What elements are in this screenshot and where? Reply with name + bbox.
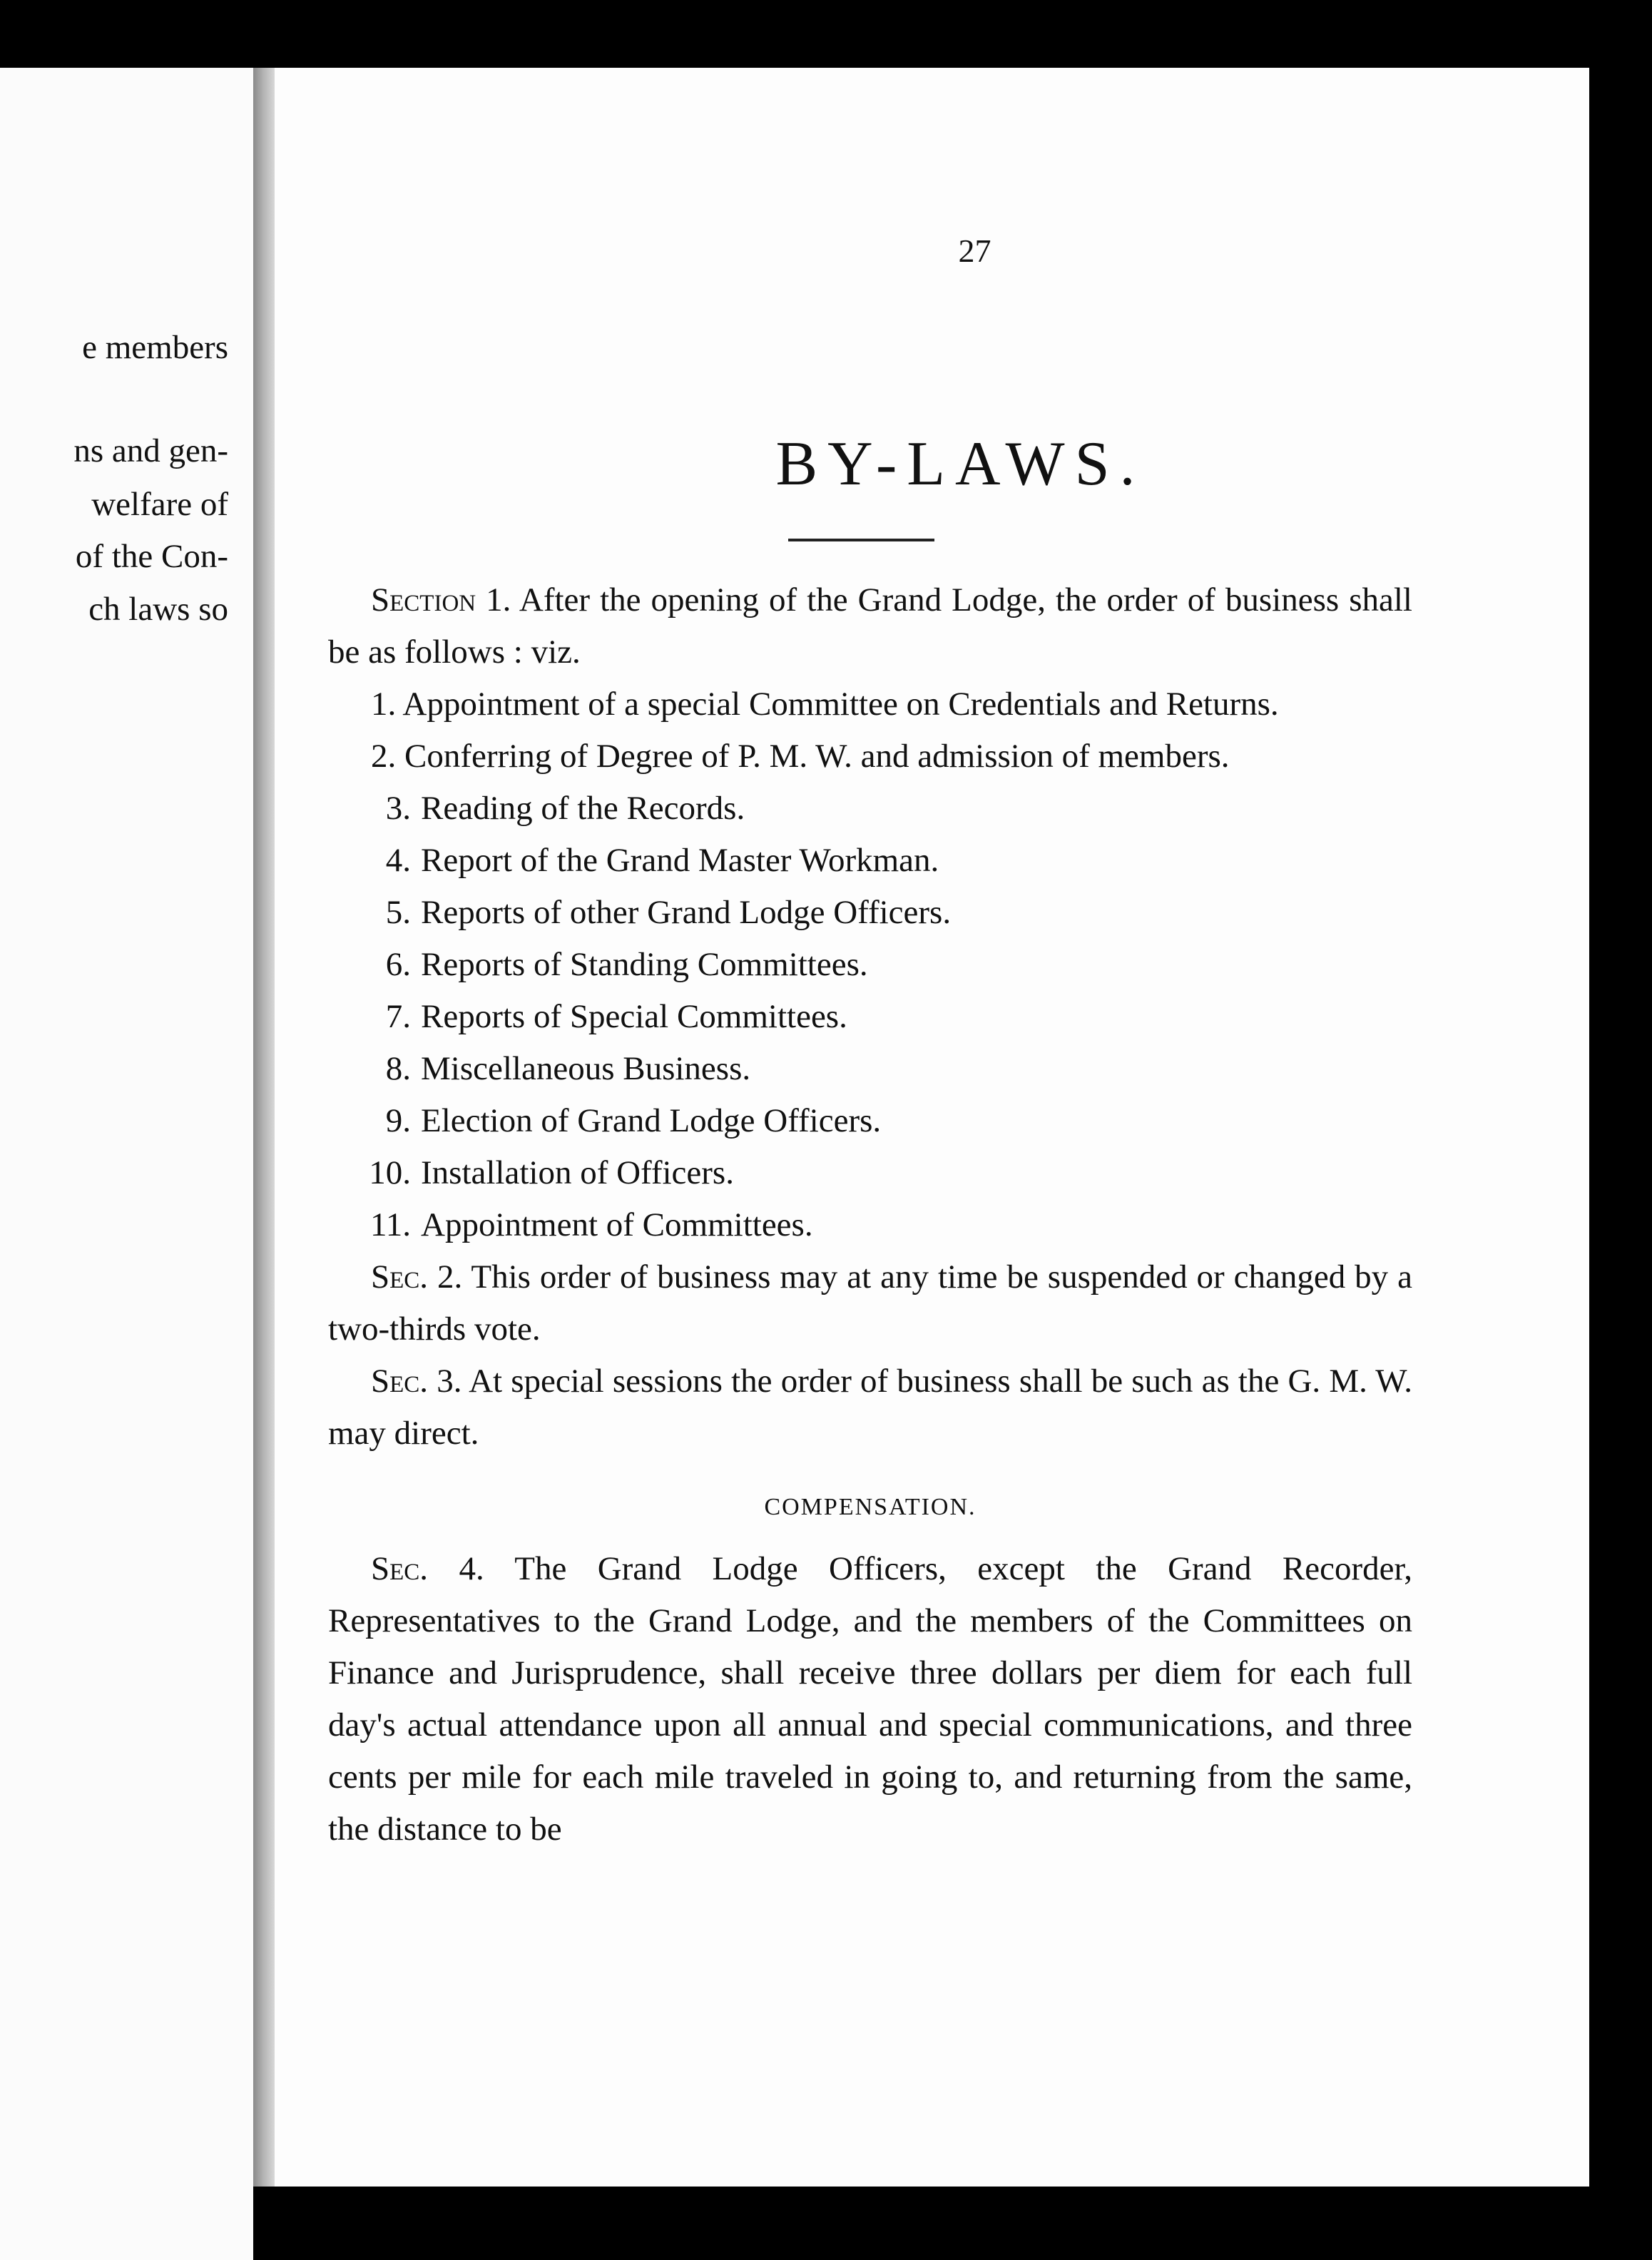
list-item-text: Conferring of Degree of P. M. W. and admission of members.	[404, 738, 1230, 775]
list-item	[328, 887, 1412, 939]
left-page-line: ch laws so	[88, 591, 228, 628]
section-4-label: Sec. 4.	[371, 1550, 484, 1587]
business-order-list	[328, 678, 1412, 1251]
list-item-number: 7.	[385, 998, 411, 1035]
compensation-heading: COMPENSATION.	[764, 1494, 977, 1520]
section-1-text: After the opening of the Grand Lodge, the order of business shall be as follows : viz.	[328, 581, 1412, 671]
section-4	[328, 1543, 1412, 1856]
page-title: BY-LAWS.	[775, 429, 1146, 499]
list-item-number: 8.	[385, 1050, 411, 1087]
list-item-number: 5.	[385, 894, 411, 931]
section-1-label: Section 1.	[371, 581, 511, 619]
section-3-text: At special sessions the order of business shall be such as the G. M. W. may direct.	[328, 1363, 1412, 1452]
list-item-number: 1.	[371, 686, 397, 723]
left-page-line: ns and gen-	[73, 432, 228, 469]
bylaws-body	[328, 574, 1412, 1856]
list-item	[328, 731, 1412, 783]
list-item-number: 4.	[385, 842, 411, 879]
list-item-text: Reading of the Records.	[421, 790, 745, 827]
list-item-number: 3.	[385, 790, 411, 827]
left-page-line: welfare of	[91, 486, 228, 523]
list-item	[328, 1199, 1412, 1251]
section-2	[328, 1251, 1412, 1355]
list-item-text: Appointment of Committees.	[421, 1206, 813, 1243]
list-item-number: 2.	[371, 738, 397, 775]
section-4-text: The Grand Lodge Officers, except the Grand Recorder, Representatives to the Grand Lodge, and the members of the Committees on Finance and Jurisprudence, shall receive three dollars per diem for each full day's actual attendance upon all annual and special communications, and three cents per mile for each mile traveled in going to, and returning from the same, the distance to be	[328, 1550, 1413, 1848]
list-item	[328, 678, 1412, 731]
list-item-body	[328, 731, 1230, 783]
list-item	[328, 835, 1412, 887]
list-item	[328, 783, 1412, 835]
book-gutter	[253, 68, 275, 2187]
list-item	[328, 1095, 1412, 1147]
list-item-text: Appointment of a special Committee on Credentials and Returns.	[402, 686, 1279, 723]
section-3	[328, 1355, 1412, 1460]
list-item-text: Installation of Officers.	[421, 1154, 734, 1191]
list-item-text: Reports of Special Committees.	[421, 998, 847, 1035]
section-1	[328, 574, 1412, 678]
list-item-number: 10.	[369, 1154, 411, 1191]
left-facing-page	[0, 68, 253, 2260]
list-item-text: Report of the Grand Master Workman.	[421, 842, 939, 879]
list-item-text: Election of Grand Lodge Officers.	[421, 1102, 882, 1139]
list-item-text: Miscellaneous Business.	[421, 1050, 751, 1087]
list-item-text: Reports of Standing Committees.	[421, 946, 868, 983]
section-2-text: This order of business may at any time be suspended or changed by a two-thirds vote.	[328, 1258, 1413, 1348]
title-rule	[788, 539, 934, 541]
section-2-label: Sec. 2.	[371, 1258, 463, 1296]
list-item-number: 6.	[385, 946, 411, 983]
list-item	[328, 991, 1412, 1043]
list-item-text: Reports of other Grand Lodge Officers.	[421, 894, 952, 931]
list-item-number: 11.	[369, 1206, 411, 1243]
left-page-line: e members	[82, 329, 228, 366]
left-page-line: of the Con-	[75, 538, 228, 575]
section-3-label: Sec. 3.	[371, 1363, 462, 1400]
list-item	[328, 1043, 1412, 1095]
list-item-number: 9.	[385, 1102, 411, 1139]
list-item	[328, 1147, 1412, 1199]
list-item-body	[328, 678, 1279, 731]
list-item	[328, 939, 1412, 991]
right-page	[275, 68, 1589, 2187]
page-number: 27	[958, 233, 991, 269]
